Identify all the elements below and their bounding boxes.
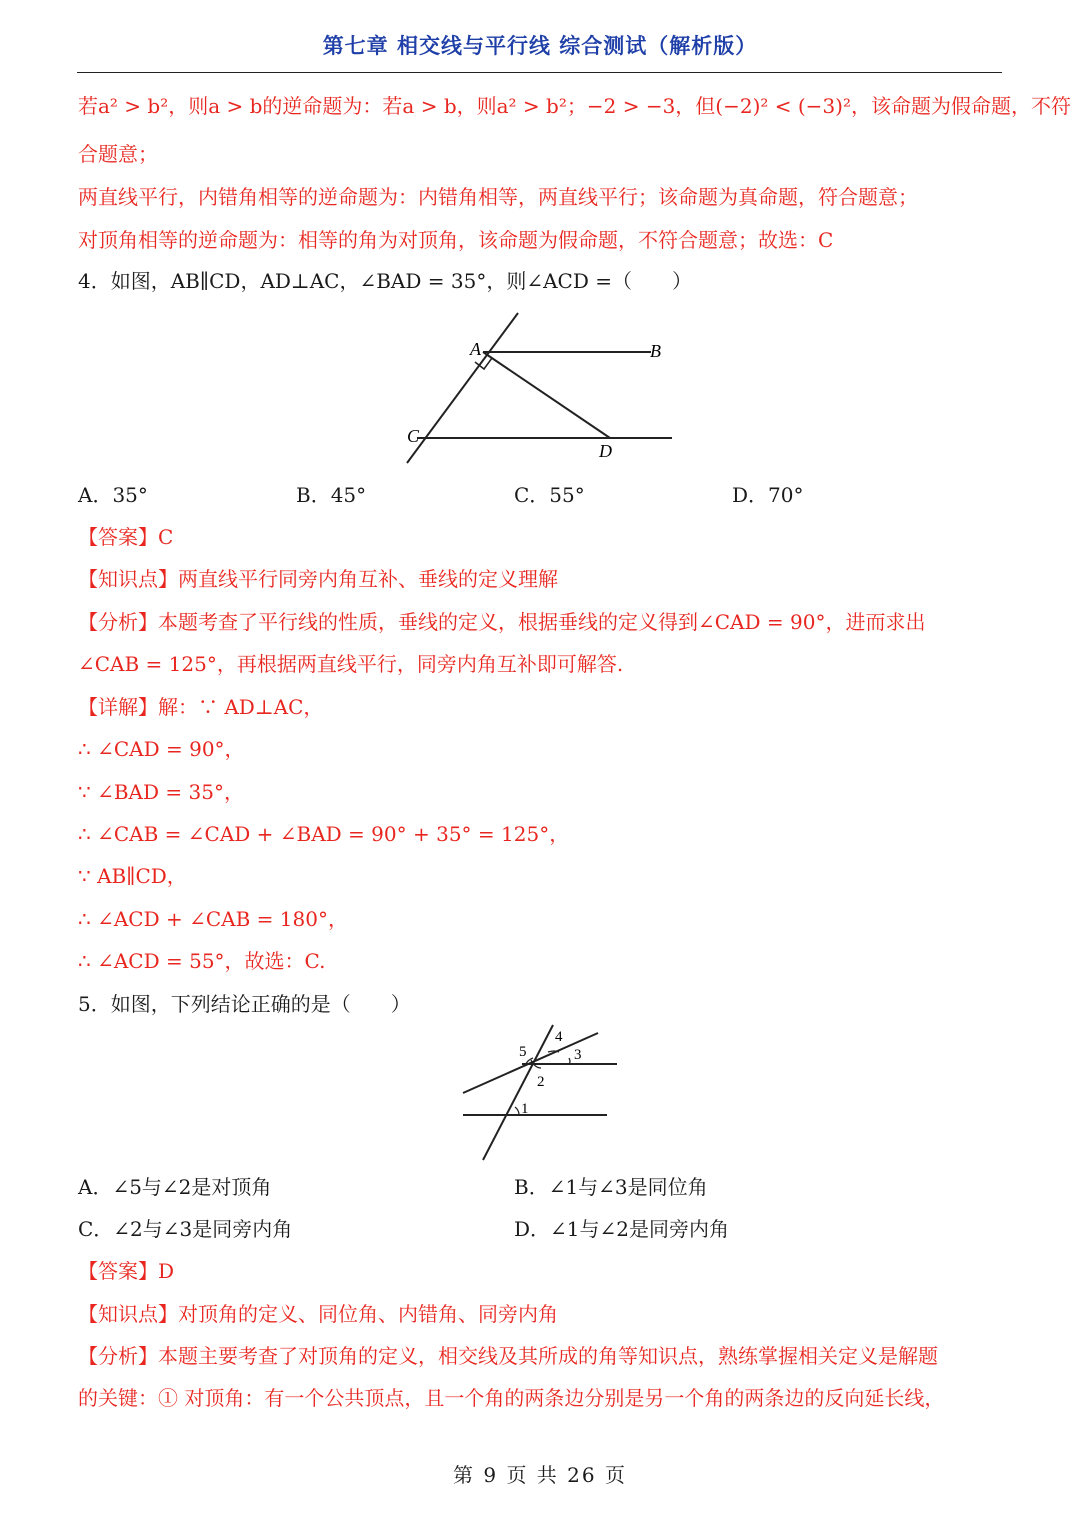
q3-explain-line-3: 两直线平行，内错角相等的逆命题为：内错角相等，两直线平行；该命题为真命题，符合题意； bbox=[78, 185, 918, 209]
q4-step-2: ∴ ∠CAD = 90°， bbox=[78, 737, 245, 761]
line-ad bbox=[483, 352, 610, 438]
q4-step-6: ∴ ∠ACD + ∠CAB = 180°， bbox=[78, 907, 348, 931]
angle-arc-3 bbox=[569, 1058, 570, 1064]
q4-option-a: A．35° bbox=[78, 483, 148, 507]
q4-step-4: ∴ ∠CAB = ∠CAD + ∠BAD = 90° + 35° = 125°， bbox=[78, 822, 570, 846]
q5-option-a: A．∠5与∠2是对顶角 bbox=[78, 1175, 272, 1199]
q4-analysis-line-1: 【分析】本题考查了平行线的性质，垂线的定义，根据垂线的定义得到∠CAD = 90°，进而求出 bbox=[78, 610, 926, 634]
line-ac-transversal bbox=[407, 313, 518, 463]
angle-arc-1 bbox=[515, 1107, 519, 1115]
q5-stem: 5．如图，下列结论正确的是（ ） bbox=[78, 992, 411, 1016]
label-b: B bbox=[650, 341, 661, 361]
q4-step-5: ∵ AB∥CD， bbox=[78, 864, 187, 888]
q4-step-7: ∴ ∠ACD = 55°，故选：C. bbox=[78, 949, 326, 973]
q4-step-3: ∵ ∠BAD = 35°， bbox=[78, 780, 244, 804]
angle-label-1: 1 bbox=[521, 1101, 529, 1117]
label-c: C bbox=[407, 426, 420, 446]
angle-label-3: 3 bbox=[574, 1047, 582, 1063]
q4-analysis-line-2: ∠CAB = 125°，再根据两直线平行，同旁内角互补即可解答. bbox=[78, 652, 624, 676]
q4-option-c: C．55° bbox=[514, 483, 585, 507]
q3-explain-line-4: 对顶角相等的逆命题为：相等的角为对顶角，该命题为假命题，不符合题意；故选：C bbox=[78, 228, 834, 252]
q5-analysis-line-1: 【分析】本题主要考查了对顶角的定义，相交线及其所成的角等知识点，熟练掌握相关定义是解题 bbox=[78, 1344, 938, 1368]
label-d: D bbox=[599, 441, 612, 461]
q4-step-1: 【详解】解：∵ AD⊥AC， bbox=[78, 695, 324, 719]
q5-geometry-figure bbox=[455, 1022, 625, 1167]
q5-analysis-line-2: 的关键：① 对顶角：有一个公共顶点，且一个角的两条边分别是另一个角的两条边的反向延长线， bbox=[78, 1386, 945, 1410]
page-header-title: 第七章 相交线与平行线 综合测试（解析版） bbox=[322, 34, 758, 58]
q3-explain-line-2: 合题意； bbox=[78, 142, 158, 166]
q5-option-d: D．∠1与∠2是同旁内角 bbox=[514, 1217, 729, 1241]
label-a: A bbox=[470, 339, 481, 359]
q4-knowledge: 【知识点】两直线平行同旁内角互补、垂线的定义理解 bbox=[78, 567, 558, 591]
q4-option-d: D．70° bbox=[732, 483, 804, 507]
q3-explain-line-1: 若a² > b²，则a > b的逆命题为：若a > b，则a² > b²；−2 > −3，但(−2)² < (−3)²，该命题为假命题，不符 bbox=[78, 94, 1071, 118]
q5-option-c: C．∠2与∠3是同旁内角 bbox=[78, 1217, 293, 1241]
q4-geometry-figure bbox=[395, 305, 685, 470]
q5-answer: 【答案】D bbox=[78, 1259, 175, 1283]
q4-answer: 【答案】C bbox=[78, 525, 174, 549]
angle-label-4: 4 bbox=[555, 1029, 563, 1045]
q4-stem: 4．如图，AB∥CD，AD⊥AC，∠BAD = 35°，则∠ACD =（ ） bbox=[78, 269, 692, 293]
angle-label-5: 5 bbox=[519, 1044, 527, 1060]
q5-knowledge: 【知识点】对顶角的定义、同位角、内错角、同旁内角 bbox=[78, 1302, 558, 1326]
page-footer-number: 第 9 页 共 26 页 bbox=[453, 1463, 627, 1487]
angle-label-2: 2 bbox=[537, 1074, 545, 1090]
q4-option-b: B．45° bbox=[296, 483, 367, 507]
header-divider bbox=[77, 72, 1002, 73]
q5-option-b: B．∠1与∠3是同位角 bbox=[514, 1175, 708, 1199]
line-transversal bbox=[483, 1025, 553, 1160]
